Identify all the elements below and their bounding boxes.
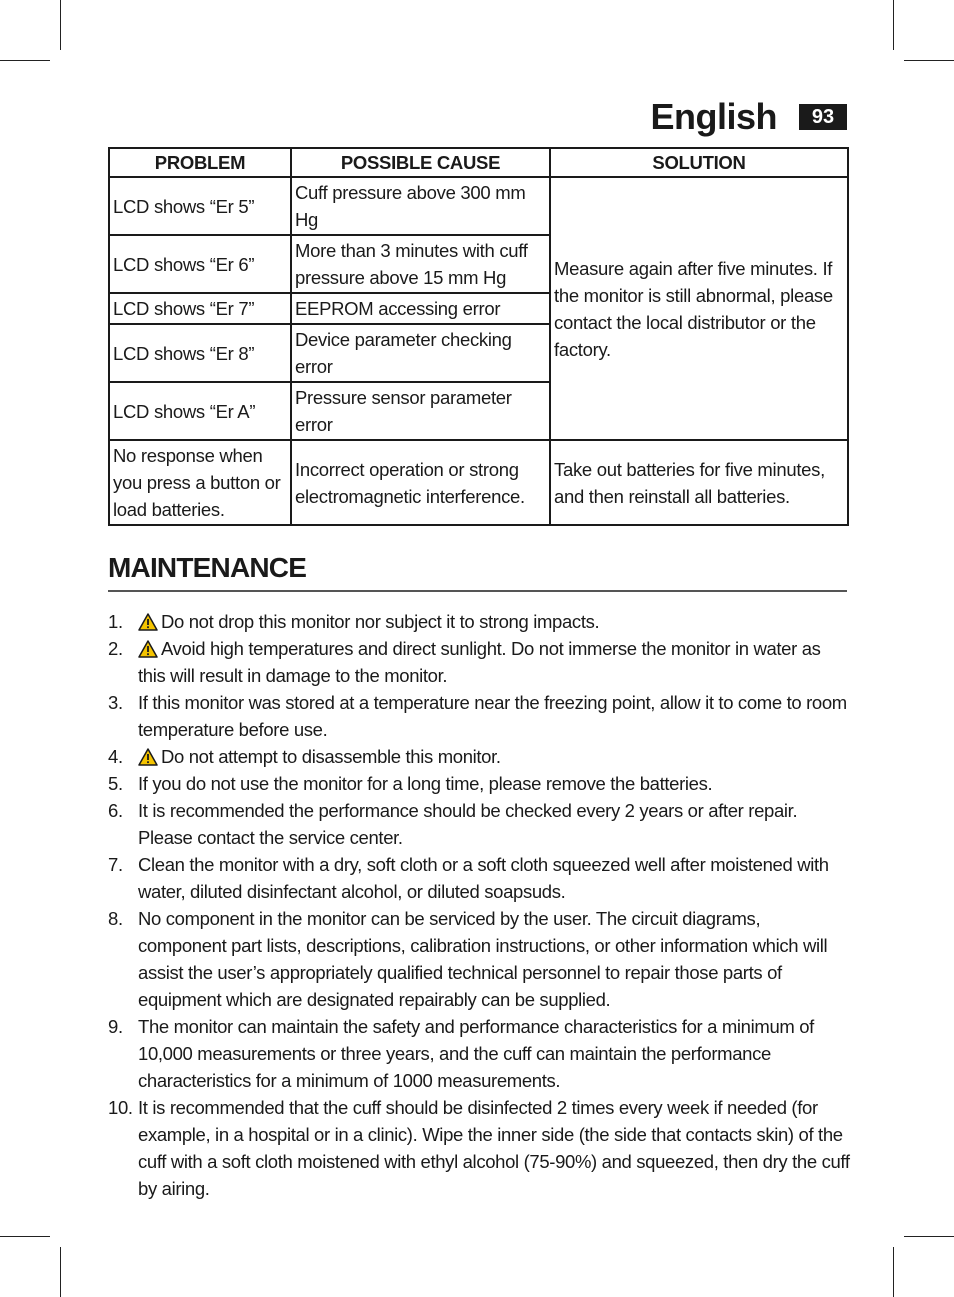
column-header-solution: SOLUTION [550,148,848,177]
list-item [108,1094,850,1202]
problem-cell: LCD shows “Er A” [109,382,291,440]
crop-mark [893,1247,894,1297]
troubleshooting-table [108,147,849,526]
list-item [108,689,850,743]
list-item-text: Do not attempt to disassemble this monitor. [161,746,501,767]
list-number: 3. [108,692,123,713]
warning-triangle-icon [138,613,158,631]
column-header-cause: POSSIBLE CAUSE [291,148,550,177]
list-item [108,851,850,905]
list-item-text: Do not drop this monitor nor subject it to strong impacts. [161,611,600,632]
list-number: 7. [108,854,123,875]
crop-mark [60,1247,61,1297]
list-number: 4. [108,746,123,767]
cause-cell: Incorrect operation or strong electromagnetic interference. [291,440,550,525]
crop-mark [904,60,954,61]
problem-cell: LCD shows “Er 6” [109,235,291,293]
cause-cell: EEPROM accessing error [291,293,550,324]
list-number: 1. [108,611,123,632]
list-item [108,608,850,635]
table-row [109,440,848,525]
list-item-text: The monitor can maintain the safety and performance characteristics for a minimum of 10,000 measurements or three years, and the cuff can maintain the performance characteristics for a minimum of 1000 measurements. [138,1016,814,1091]
list-item [108,797,850,851]
solution-cell-shared: Measure again after five minutes. If the monitor is still abnormal, please contact the local distributor or the factory. [550,177,848,440]
list-item-text: It is recommended that the cuff should be disinfected 2 times every week if needed (for example, in a hospital or in a clinic). Wipe the inner side (the side that contacts skin) of the cuff with a soft cloth moistened with ethyl alcohol (75-90%) and squeezed, then dry the cuff by airing. [138,1097,850,1199]
column-header-problem: PROBLEM [109,148,291,177]
crop-mark [0,1236,50,1237]
cause-cell: Pressure sensor parameter error [291,382,550,440]
list-number: 6. [108,800,123,821]
page-number: 93 [799,104,847,130]
crop-mark [0,60,50,61]
list-item [108,743,850,770]
problem-cell: LCD shows “Er 8” [109,324,291,382]
table-row [109,177,848,235]
language-title: English [650,96,777,137]
maintenance-heading: MAINTENANCE [108,552,847,592]
list-number: 2. [108,638,123,659]
list-number: 5. [108,773,123,794]
crop-mark [893,0,894,50]
list-item-text: It is recommended the performance should be checked every 2 years or after repair. Please contact the service center. [138,800,798,848]
problem-cell: LCD shows “Er 7” [109,293,291,324]
list-item-text: No component in the monitor can be serviced by the user. The circuit diagrams, component part lists, descriptions, calibration instructions, or other information which will assist the user’s appropriately qualified technical personnel to repair those parts of equipment which are designated repairably can be supplied. [138,908,828,1010]
page-header [650,96,847,138]
cause-cell: More than 3 minutes with cuff pressure above 15 mm Hg [291,235,550,293]
crop-mark [60,0,61,50]
list-item [108,1013,850,1094]
maintenance-list [108,608,850,1202]
warning-triangle-icon [138,640,158,658]
problem-cell: LCD shows “Er 5” [109,177,291,235]
list-number: 8. [108,908,123,929]
list-item-text: Avoid high temperatures and direct sunlight. Do not immerse the monitor in water as this will result in damage to the monitor. [138,638,821,686]
list-item [108,770,850,797]
list-item [108,905,850,1013]
list-item-text: Clean the monitor with a dry, soft cloth or a soft cloth squeezed well after moistened with water, diluted disinfectant alcohol, or diluted soapsuds. [138,854,829,902]
list-item [108,635,850,689]
list-item-text: If you do not use the monitor for a long time, please remove the batteries. [138,773,713,794]
table-header-row [109,148,848,177]
cause-cell: Cuff pressure above 300 mm Hg [291,177,550,235]
crop-mark [904,1236,954,1237]
list-number: 9. [108,1016,123,1037]
warning-triangle-icon [138,748,158,766]
list-number: 10. [108,1097,133,1118]
solution-cell: Take out batteries for five minutes, and then reinstall all batteries. [550,440,848,525]
cause-cell: Device parameter checking error [291,324,550,382]
problem-cell: No response when you press a button or load batteries. [109,440,291,525]
list-item-text: If this monitor was stored at a temperature near the freezing point, allow it to come to room temperature before use. [138,692,847,740]
